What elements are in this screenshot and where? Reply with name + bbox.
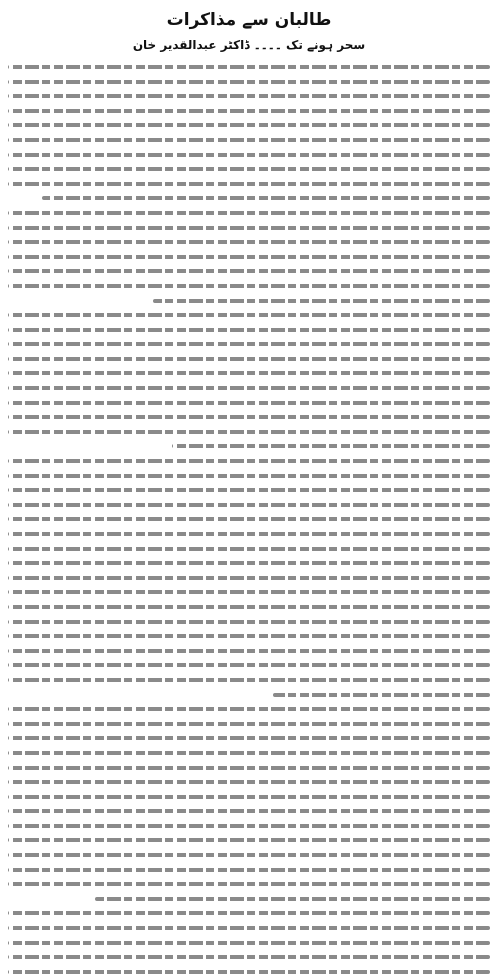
text-line bbox=[8, 658, 490, 673]
text-line bbox=[8, 600, 490, 615]
text-line bbox=[8, 381, 490, 396]
text-line bbox=[8, 644, 490, 659]
text-line bbox=[8, 585, 490, 600]
text-line bbox=[8, 118, 490, 133]
text-line bbox=[8, 819, 490, 834]
text-line bbox=[8, 542, 490, 557]
text-line bbox=[8, 863, 490, 878]
text-line bbox=[8, 615, 490, 630]
text-line bbox=[8, 688, 490, 703]
text-line bbox=[8, 629, 490, 644]
text-line bbox=[8, 556, 490, 571]
text-line bbox=[8, 717, 490, 732]
text-line bbox=[8, 512, 490, 527]
text-line bbox=[8, 323, 490, 338]
text-line bbox=[8, 133, 490, 148]
text-line bbox=[8, 104, 490, 119]
text-line bbox=[8, 673, 490, 688]
text-line bbox=[8, 294, 490, 309]
text-line bbox=[8, 75, 490, 90]
text-line bbox=[8, 921, 490, 936]
text-line bbox=[8, 162, 490, 177]
text-line bbox=[8, 571, 490, 586]
text-line bbox=[8, 906, 490, 921]
text-line bbox=[8, 191, 490, 206]
text-line bbox=[8, 410, 490, 425]
text-line bbox=[8, 775, 490, 790]
text-line bbox=[8, 877, 490, 892]
text-line bbox=[8, 965, 490, 979]
text-line bbox=[8, 425, 490, 440]
text-line bbox=[8, 396, 490, 411]
text-line bbox=[8, 731, 490, 746]
text-line bbox=[8, 337, 490, 352]
article-title: طالبان سے مذاکرات bbox=[166, 10, 332, 30]
text-line bbox=[8, 235, 490, 250]
text-line bbox=[8, 439, 490, 454]
text-line bbox=[8, 761, 490, 776]
text-line bbox=[8, 60, 490, 75]
text-line bbox=[8, 804, 490, 819]
text-line bbox=[8, 892, 490, 907]
text-line bbox=[8, 454, 490, 469]
text-line bbox=[8, 250, 490, 265]
text-line bbox=[8, 148, 490, 163]
text-line bbox=[8, 702, 490, 717]
text-line bbox=[8, 206, 490, 221]
text-line bbox=[8, 790, 490, 805]
article-body bbox=[8, 60, 490, 979]
text-line bbox=[8, 279, 490, 294]
text-line bbox=[8, 527, 490, 542]
text-line bbox=[8, 221, 490, 236]
text-line bbox=[8, 469, 490, 484]
text-line bbox=[8, 848, 490, 863]
text-line bbox=[8, 746, 490, 761]
text-line bbox=[8, 89, 490, 104]
text-line bbox=[8, 264, 490, 279]
text-line bbox=[8, 498, 490, 513]
text-line bbox=[8, 177, 490, 192]
article-byline: سحر ہونے تک ۔۔۔۔ ڈاکٹر عبدالقدیر خان bbox=[132, 38, 366, 52]
text-line bbox=[8, 483, 490, 498]
text-line bbox=[8, 352, 490, 367]
text-line bbox=[8, 308, 490, 323]
text-line bbox=[8, 833, 490, 848]
text-line bbox=[8, 936, 490, 951]
text-line bbox=[8, 950, 490, 965]
text-line bbox=[8, 366, 490, 381]
